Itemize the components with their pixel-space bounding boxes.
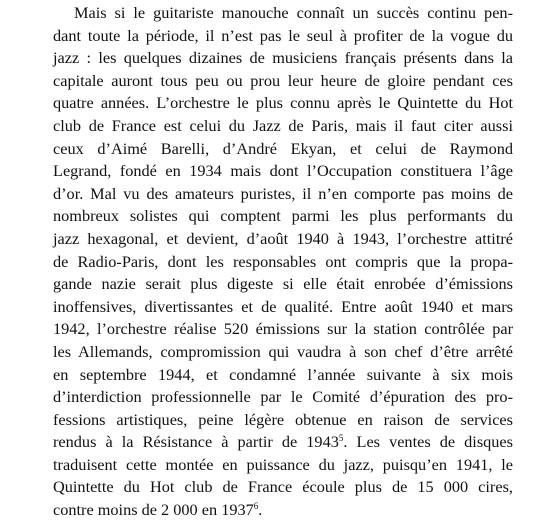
text-line: club de France est celui du Jazz de Paris, mais il faut citer aussi — [53, 115, 513, 135]
text-line: traduisent cette montée en puissance du jazz, puisqu’en 1941, le — [53, 454, 513, 474]
text-line: dant toute la période, il n’est pas le seul à profiter de la vogue du — [53, 25, 513, 45]
footnote-ref-6: 6 — [253, 501, 259, 512]
text-line: jazz : les quelques dizaines de musiciens français présents dans la — [53, 48, 513, 68]
text-segment: rendus à la Résistance à partir de 1943 — [53, 432, 339, 452]
text-line: rendus à la Résistance à partir de 1943$^5$. Les ventes de disques — [53, 432, 513, 452]
text-segment: . — [258, 500, 263, 520]
text-line — [53, 499, 513, 522]
text-line: les Allemands, compromission qui vaudra à son chef d’être arrêté — [53, 341, 513, 361]
text-segment: contre moins de 2 000 en 1937 — [53, 500, 254, 520]
text-line: quatre années. L’orchestre le plus connu après le Quintette du Hot — [53, 93, 513, 113]
text-line: nombreux solistes qui comptent parmi les plus performants du — [53, 206, 513, 226]
text-line: de Radio-Paris, dont les responsables ont compris que la propa- — [53, 251, 513, 271]
text-line: en septembre 1944, et condamné l’année suivante à six mois — [53, 364, 513, 384]
text-line: d’interdiction professionnelle par le Comité d’épuration des pro- — [53, 387, 513, 407]
text-line: Legrand, fondé en 1934 mais dont l’Occupation constituera l’âge — [53, 161, 513, 181]
document-page — [53, 2, 513, 522]
text-line: 1942, l’orchestre réalise 520 émissions sur la station contrôlée par — [53, 319, 513, 339]
body-paragraph — [53, 2, 513, 522]
text-line: jazz hexagonal, et devient, d’août 1940 à 1943, l’orchestre attitré — [53, 228, 513, 248]
text-line: gande nazie serait plus digeste si elle était enrobée d’émissions — [53, 274, 513, 294]
text-line: capitale auront tous peu ou prou leur heure de gloire pendant ces — [53, 70, 513, 90]
footnote-ref-5: 5 — [338, 433, 344, 444]
text-line: d’or. Mal vu des amateurs puristes, il n’en comporte pas moins de — [53, 183, 513, 203]
text-line: inoffensives, divertissantes et de qualité. Entre août 1940 et mars — [53, 296, 513, 316]
text-line: Quintette du Hot club de France écoule plus de 15 000 cires, — [53, 477, 513, 497]
text-line: ceux d’Aimé Barelli, d’André Ekyan, et celui de Raymond — [53, 138, 513, 158]
text-line: fessions artistiques, peine légère obtenue en raison de services — [53, 409, 513, 429]
text-line: Mais si le guitariste manouche connaît un succès continu pen- — [74, 3, 513, 22]
text-segment: Les ventes de disques — [347, 432, 513, 452]
